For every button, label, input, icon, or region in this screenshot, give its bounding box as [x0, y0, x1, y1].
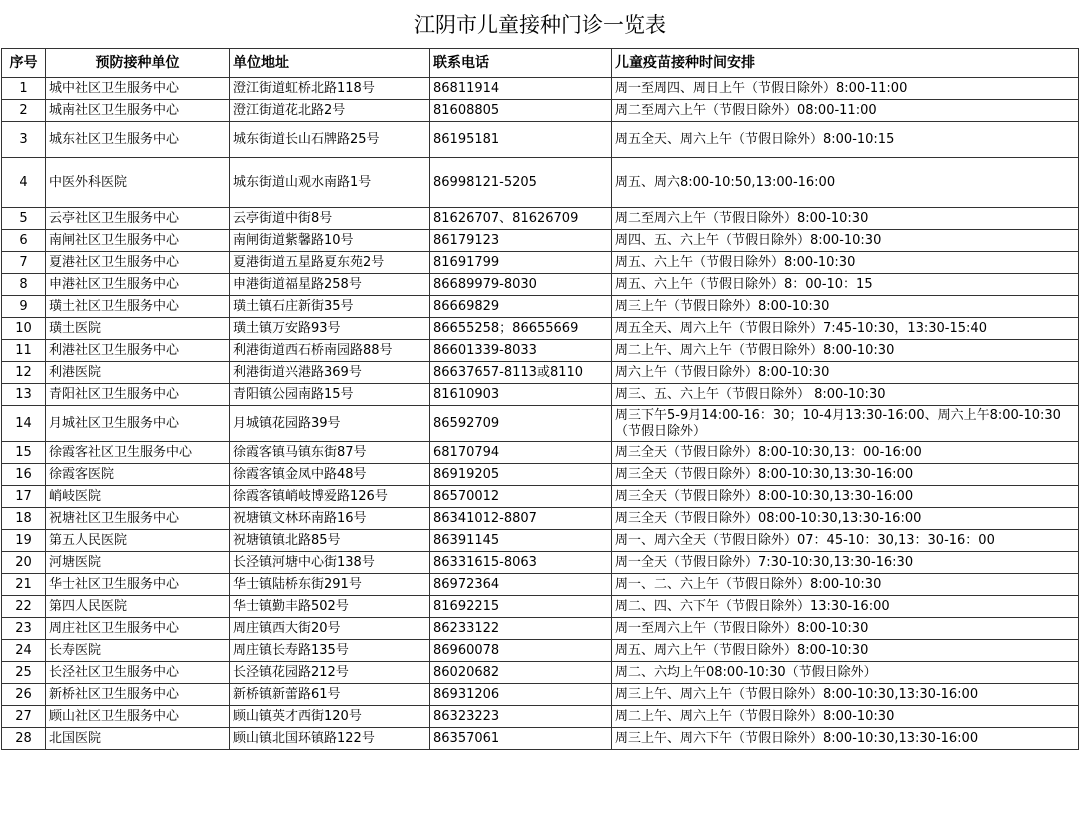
cell-address: 月城镇花园路39号: [230, 406, 430, 442]
cell-no: 14: [2, 406, 46, 442]
cell-address: 徐霞客镇金凤中路48号: [230, 464, 430, 486]
cell-no: 10: [2, 318, 46, 340]
cell-phone: 86592709: [430, 406, 612, 442]
cell-address: 周庄镇西大街20号: [230, 618, 430, 640]
cell-schedule: 周三上午、周六下午（节假日除外）8:00-10:30,13:30-16:00: [612, 728, 1079, 750]
table-row: [2, 252, 1079, 274]
cell-address: 璜土镇万安路93号: [230, 318, 430, 340]
cell-schedule: 周三、五、六上午（节假日除外） 8:00-10:30: [612, 384, 1079, 406]
cell-schedule: 周二至周六上午（节假日除外）8:00-10:30: [612, 208, 1079, 230]
table-row: [2, 274, 1079, 296]
cell-phone: 81610903: [430, 384, 612, 406]
cell-schedule: 周二上午、周六上午（节假日除外）8:00-10:30: [612, 340, 1079, 362]
table-row: [2, 640, 1079, 662]
cell-phone: 86669829: [430, 296, 612, 318]
cell-address: 新桥镇新蕾路61号: [230, 684, 430, 706]
cell-address: 城东街道山观水南路1号: [230, 158, 430, 208]
table-row: [2, 442, 1079, 464]
cell-address: 华士镇勤丰路502号: [230, 596, 430, 618]
cell-unit: 顾山社区卫生服务中心: [46, 706, 230, 728]
cell-no: 9: [2, 296, 46, 318]
cell-schedule: 周三全天（节假日除外）8:00-10:30,13:30-16:00: [612, 464, 1079, 486]
cell-schedule: 周二至周六上午（节假日除外）08:00-11:00: [612, 100, 1079, 122]
cell-address: 澄江街道虹桥北路118号: [230, 78, 430, 100]
cell-schedule: 周五、周六上午（节假日除外）8:00-10:30: [612, 640, 1079, 662]
cell-unit: 青阳社区卫生服务中心: [46, 384, 230, 406]
cell-no: 16: [2, 464, 46, 486]
cell-unit: 南闸社区卫生服务中心: [46, 230, 230, 252]
cell-phone: 81692215: [430, 596, 612, 618]
table-row: [2, 78, 1079, 100]
cell-unit: 第四人民医院: [46, 596, 230, 618]
cell-address: 祝塘镇文林环南路16号: [230, 508, 430, 530]
table-row: [2, 362, 1079, 384]
cell-phone: 86655258；86655669: [430, 318, 612, 340]
cell-unit: 徐霞客社区卫生服务中心: [46, 442, 230, 464]
cell-no: 7: [2, 252, 46, 274]
cell-address: 城东街道长山石牌路25号: [230, 122, 430, 158]
table-row: [2, 574, 1079, 596]
cell-unit: 璜土社区卫生服务中心: [46, 296, 230, 318]
header-unit: 预防接种单位: [46, 49, 230, 78]
cell-unit: 城南社区卫生服务中心: [46, 100, 230, 122]
cell-phone: 86357061: [430, 728, 612, 750]
cell-unit: 徐霞客医院: [46, 464, 230, 486]
cell-unit: 河塘医院: [46, 552, 230, 574]
cell-unit: 申港社区卫生服务中心: [46, 274, 230, 296]
cell-phone: 86637657-8113或8110: [430, 362, 612, 384]
cell-address: 夏港街道五星路夏东苑2号: [230, 252, 430, 274]
cell-unit: 城中社区卫生服务中心: [46, 78, 230, 100]
cell-unit: 璜土医院: [46, 318, 230, 340]
cell-phone: 86689979-8030: [430, 274, 612, 296]
cell-address: 周庄镇长寿路135号: [230, 640, 430, 662]
cell-address: 利港街道西石桥南园路88号: [230, 340, 430, 362]
table-header-row: [2, 49, 1079, 78]
cell-address: 顾山镇北国环镇路122号: [230, 728, 430, 750]
cell-phone: 86331615-8063: [430, 552, 612, 574]
header-phone: 联系电话: [430, 49, 612, 78]
table-row: [2, 618, 1079, 640]
cell-unit: 月城社区卫生服务中心: [46, 406, 230, 442]
table-row: [2, 596, 1079, 618]
cell-address: 南闸街道紫馨路10号: [230, 230, 430, 252]
cell-address: 青阳镇公园南路15号: [230, 384, 430, 406]
cell-no: 23: [2, 618, 46, 640]
cell-schedule: 周二、六均上午08:00-10:30（节假日除外）: [612, 662, 1079, 684]
cell-address: 澄江街道花北路2号: [230, 100, 430, 122]
cell-address: 长泾镇花园路212号: [230, 662, 430, 684]
table-row: [2, 728, 1079, 750]
cell-phone: 86179123: [430, 230, 612, 252]
cell-no: 2: [2, 100, 46, 122]
cell-no: 25: [2, 662, 46, 684]
cell-unit: 峭岐医院: [46, 486, 230, 508]
cell-phone: 81691799: [430, 252, 612, 274]
cell-phone: 86323223: [430, 706, 612, 728]
cell-schedule: 周三上午、周六上午（节假日除外）8:00-10:30,13:30-16:00: [612, 684, 1079, 706]
cell-no: 5: [2, 208, 46, 230]
table-row: [2, 230, 1079, 252]
table-row: [2, 208, 1079, 230]
cell-no: 18: [2, 508, 46, 530]
table-row: [2, 340, 1079, 362]
cell-phone: 86919205: [430, 464, 612, 486]
cell-phone: 86972364: [430, 574, 612, 596]
cell-schedule: 周四、五、六上午（节假日除外）8:00-10:30: [612, 230, 1079, 252]
table-row: [2, 318, 1079, 340]
cell-phone: 86341012-8807: [430, 508, 612, 530]
table-row: [2, 122, 1079, 158]
table-row: [2, 464, 1079, 486]
header-schedule: 儿童疫苗接种时间安排: [612, 49, 1079, 78]
cell-schedule: 周五、周六8:00-10:50,13:00-16:00: [612, 158, 1079, 208]
cell-no: 28: [2, 728, 46, 750]
cell-unit: 祝塘社区卫生服务中心: [46, 508, 230, 530]
cell-schedule: 周一、周六全天（节假日除外）07：45-10：30,13：30-16：00: [612, 530, 1079, 552]
cell-unit: 云亭社区卫生服务中心: [46, 208, 230, 230]
cell-phone: 86570012: [430, 486, 612, 508]
table-row: [2, 296, 1079, 318]
table-row: [2, 662, 1079, 684]
table-row: [2, 552, 1079, 574]
cell-unit: 中医外科医院: [46, 158, 230, 208]
cell-no: 12: [2, 362, 46, 384]
header-no: 序号: [2, 49, 46, 78]
cell-address: 长泾镇河塘中心街138号: [230, 552, 430, 574]
cell-no: 13: [2, 384, 46, 406]
cell-schedule: 周一至周四、周日上午（节假日除外）8:00-11:00: [612, 78, 1079, 100]
table-row: [2, 706, 1079, 728]
header-address: 单位地址: [230, 49, 430, 78]
cell-schedule: 周一、二、六上午（节假日除外）8:00-10:30: [612, 574, 1079, 596]
cell-schedule: 周一至周六上午（节假日除外）8:00-10:30: [612, 618, 1079, 640]
table-row: [2, 384, 1079, 406]
cell-schedule: 周三全天（节假日除外）08:00-10:30,13:30-16:00: [612, 508, 1079, 530]
cell-no: 4: [2, 158, 46, 208]
cell-address: 璜土镇石庄新街35号: [230, 296, 430, 318]
cell-address: 祝塘镇镇北路85号: [230, 530, 430, 552]
cell-no: 19: [2, 530, 46, 552]
cell-address: 云亭街道中街8号: [230, 208, 430, 230]
cell-no: 1: [2, 78, 46, 100]
table-row: [2, 684, 1079, 706]
table-row: [2, 406, 1079, 442]
cell-schedule: 周六上午（节假日除外）8:00-10:30: [612, 362, 1079, 384]
cell-no: 15: [2, 442, 46, 464]
cell-phone: 86391145: [430, 530, 612, 552]
cell-unit: 新桥社区卫生服务中心: [46, 684, 230, 706]
cell-no: 11: [2, 340, 46, 362]
cell-no: 22: [2, 596, 46, 618]
cell-phone: 86601339-8033: [430, 340, 612, 362]
cell-address: 申港街道福星路258号: [230, 274, 430, 296]
cell-address: 华士镇陆桥东街291号: [230, 574, 430, 596]
cell-phone: 86195181: [430, 122, 612, 158]
table-row: [2, 486, 1079, 508]
cell-phone: 86960078: [430, 640, 612, 662]
cell-no: 24: [2, 640, 46, 662]
cell-no: 3: [2, 122, 46, 158]
cell-phone: 81608805: [430, 100, 612, 122]
cell-schedule: 周五、六上午（节假日除外）8：00-10：15: [612, 274, 1079, 296]
cell-schedule: 周三全天（节假日除外）8:00-10:30,13:30-16:00: [612, 486, 1079, 508]
cell-schedule: 周二上午、周六上午（节假日除外）8:00-10:30: [612, 706, 1079, 728]
cell-schedule: 周五全天、周六上午（节假日除外）8:00-10:15: [612, 122, 1079, 158]
cell-schedule: 周五、六上午（节假日除外）8:00-10:30: [612, 252, 1079, 274]
cell-no: 27: [2, 706, 46, 728]
table-row: [2, 530, 1079, 552]
cell-no: 17: [2, 486, 46, 508]
cell-unit: 城东社区卫生服务中心: [46, 122, 230, 158]
cell-address: 利港街道兴港路369号: [230, 362, 430, 384]
cell-no: 20: [2, 552, 46, 574]
cell-phone: 81626707、81626709: [430, 208, 612, 230]
cell-phone: 86998121-5205: [430, 158, 612, 208]
cell-address: 徐霞客镇峭岐博爱路126号: [230, 486, 430, 508]
cell-no: 21: [2, 574, 46, 596]
cell-unit: 第五人民医院: [46, 530, 230, 552]
cell-schedule: 周三全天（节假日除外）8:00-10:30,13：00-16:00: [612, 442, 1079, 464]
cell-unit: 长泾社区卫生服务中心: [46, 662, 230, 684]
cell-no: 26: [2, 684, 46, 706]
table-row: [2, 100, 1079, 122]
cell-phone: 86020682: [430, 662, 612, 684]
cell-address: 徐霞客镇马镇东街87号: [230, 442, 430, 464]
table-body: [2, 78, 1079, 750]
cell-phone: 68170794: [430, 442, 612, 464]
cell-no: 8: [2, 274, 46, 296]
cell-address: 顾山镇英才西街120号: [230, 706, 430, 728]
table-row: [2, 508, 1079, 530]
cell-unit: 周庄社区卫生服务中心: [46, 618, 230, 640]
cell-phone: 86233122: [430, 618, 612, 640]
cell-unit: 长寿医院: [46, 640, 230, 662]
cell-schedule: 周一全天（节假日除外）7:30-10:30,13:30-16:30: [612, 552, 1079, 574]
clinic-table: [1, 48, 1079, 750]
cell-schedule: 周三下午5-9月14:00-16：30；10-4月13:30-16:00、周六上午8:00-10:30（节假日除外）: [612, 406, 1079, 442]
page-title: 江阴市儿童接种门诊一览表: [414, 13, 666, 37]
cell-unit: 华士社区卫生服务中心: [46, 574, 230, 596]
table-row: [2, 158, 1079, 208]
cell-no: 6: [2, 230, 46, 252]
cell-phone: 86931206: [430, 684, 612, 706]
cell-schedule: 周二、四、六下午（节假日除外）13:30-16:00: [612, 596, 1079, 618]
cell-unit: 利港医院: [46, 362, 230, 384]
cell-unit: 利港社区卫生服务中心: [46, 340, 230, 362]
cell-schedule: 周五全天、周六上午（节假日除外）7:45-10:30，13:30-15:40: [612, 318, 1079, 340]
cell-unit: 夏港社区卫生服务中心: [46, 252, 230, 274]
cell-schedule: 周三上午（节假日除外）8:00-10:30: [612, 296, 1079, 318]
cell-unit: 北国医院: [46, 728, 230, 750]
cell-phone: 86811914: [430, 78, 612, 100]
